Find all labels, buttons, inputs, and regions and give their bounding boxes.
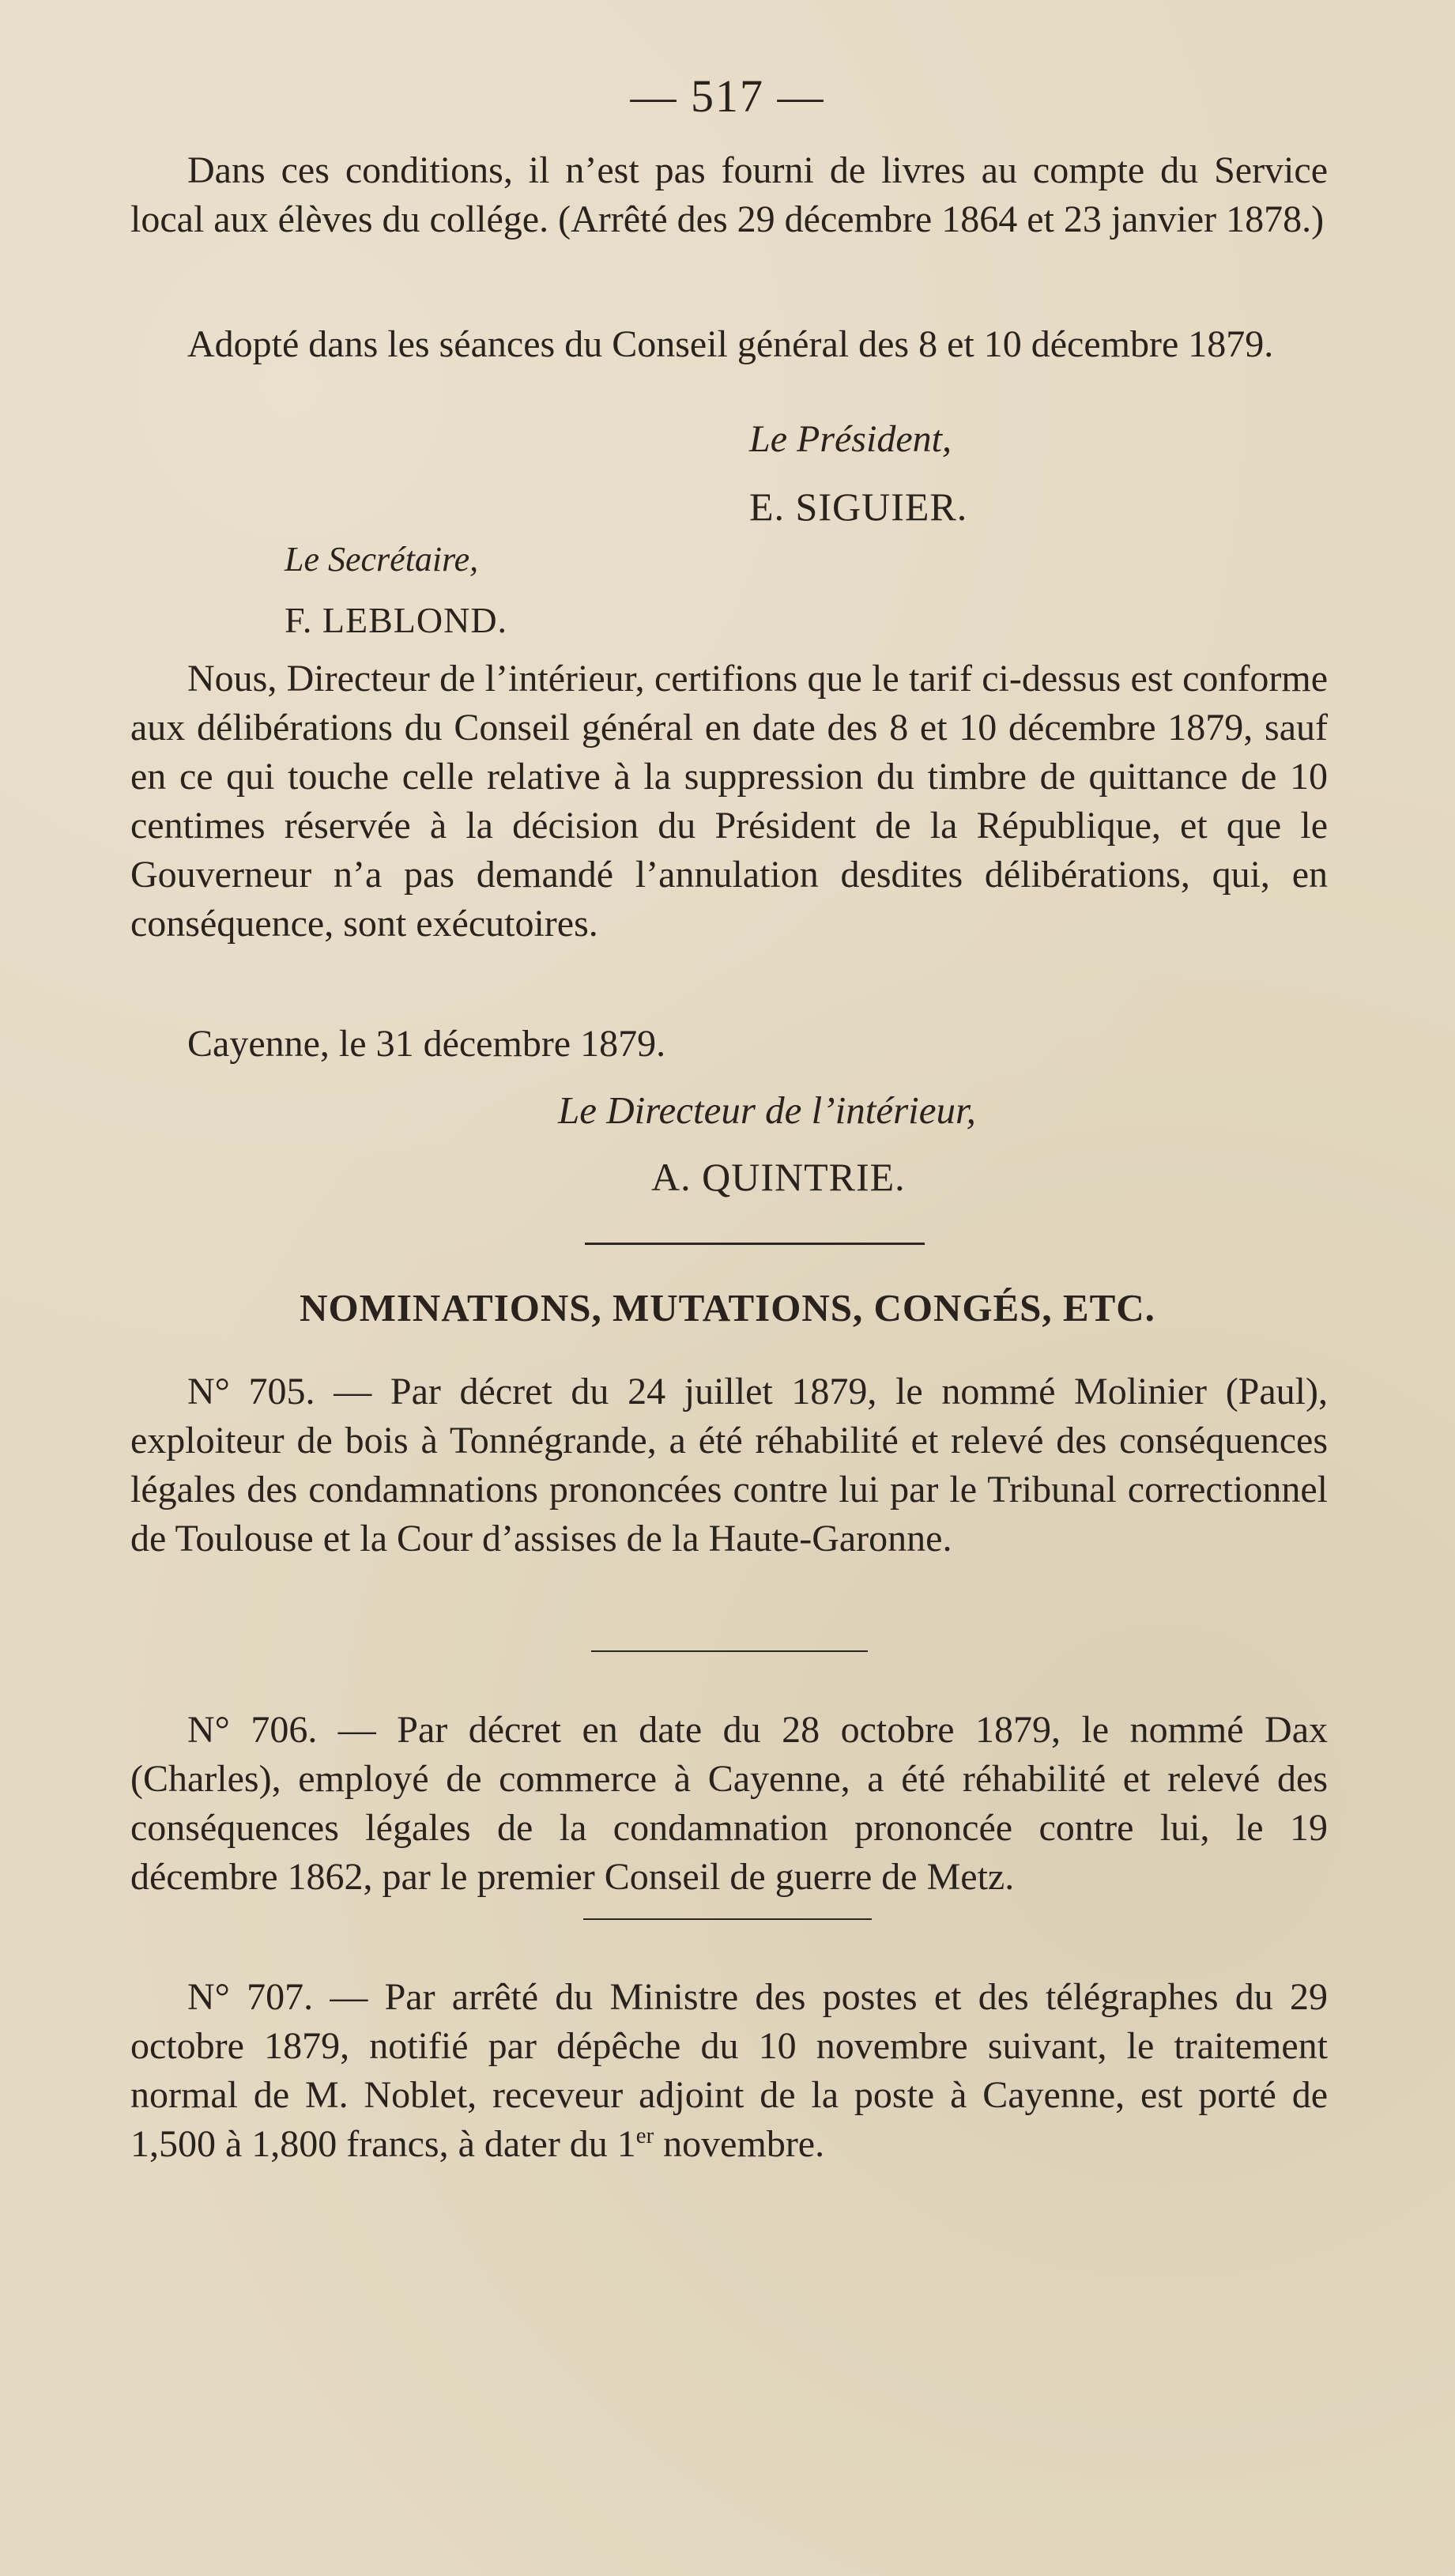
entry-707-text-end: novembre. xyxy=(654,2123,825,2165)
entry-707-superscript: er xyxy=(635,2123,654,2148)
secretary-title: Le Secrétaire, xyxy=(285,540,479,579)
director-name: A. QUINTRIE. xyxy=(651,1155,906,1199)
secretary-name: F. LEBLOND. xyxy=(285,600,508,640)
president-name: E. SIGUIER. xyxy=(749,485,968,529)
director-title: Le Directeur de l’intérieur, xyxy=(558,1088,976,1132)
entry-707-text: N° 707. — Par arrêté du Ministre des postes et des télégraphes du 29 octobre 1879, notifié par dépêche du 10 novembre suivant, le traitement normal de M. Noblet, receveur adjoint de la poste à Cayenne, est porté de 1,500 à 1,800 francs, à dater du 1 xyxy=(130,1976,1328,2165)
entry-divider xyxy=(591,1650,868,1652)
entry-divider xyxy=(583,1918,872,1920)
paragraph-college-books: Dans ces conditions, il n’est pas fourni de livres au compte du Service local aux élèves du collége. (Arrêté des 29 décembre 1864 et 23 janvier 1878.) xyxy=(130,149,1328,240)
section-divider xyxy=(585,1243,925,1245)
page-number: — 517 — xyxy=(630,70,825,122)
paragraph-adoption: Adopté dans les séances du Conseil général des 8 et 10 décembre 1879. xyxy=(187,323,1274,365)
paragraph-certification: Nous, Directeur de l’intérieur, certifions que le tarif ci-dessus est conforme aux délibérations du Conseil général en date des 8 et 10 décembre 1879, sauf en ce qui touche celle relative à la suppression du timbre de quittance de 10 centimes réservée à la décision du Président de la République, et que le Gouverneur n’a pas demandé l’annulation desdites délibérations, qui, en conséquence, sont exécutoires. xyxy=(130,658,1328,945)
president-title: Le Président, xyxy=(749,418,952,460)
entry-705: N° 705. — Par décret du 24 juillet 1879, le nommé Molinier (Paul), exploiteur de bois à Tonnégrande, a été réhabilité et relevé des conséquences légales des condamnations prononcées contre lui par le Tribunal correctionnel de Toulouse et la Cour d’assises de la Haute-Garonne. xyxy=(130,1371,1328,1560)
entry-706: N° 706. — Par décret en date du 28 octobre 1879, le nommé Dax (Charles), employé de commerce à Cayenne, a été réhabilité et relevé des conséquences légales de la condamnation prononcée contre lui, le 19 décembre 1862, par le premier Conseil de guerre de Metz. xyxy=(130,1709,1328,1898)
entry-707 xyxy=(130,1973,1328,2169)
section-title: NOMINATIONS, MUTATIONS, CONGÉS, ETC. xyxy=(300,1286,1155,1329)
place-date: Cayenne, le 31 décembre 1879. xyxy=(187,1023,666,1065)
